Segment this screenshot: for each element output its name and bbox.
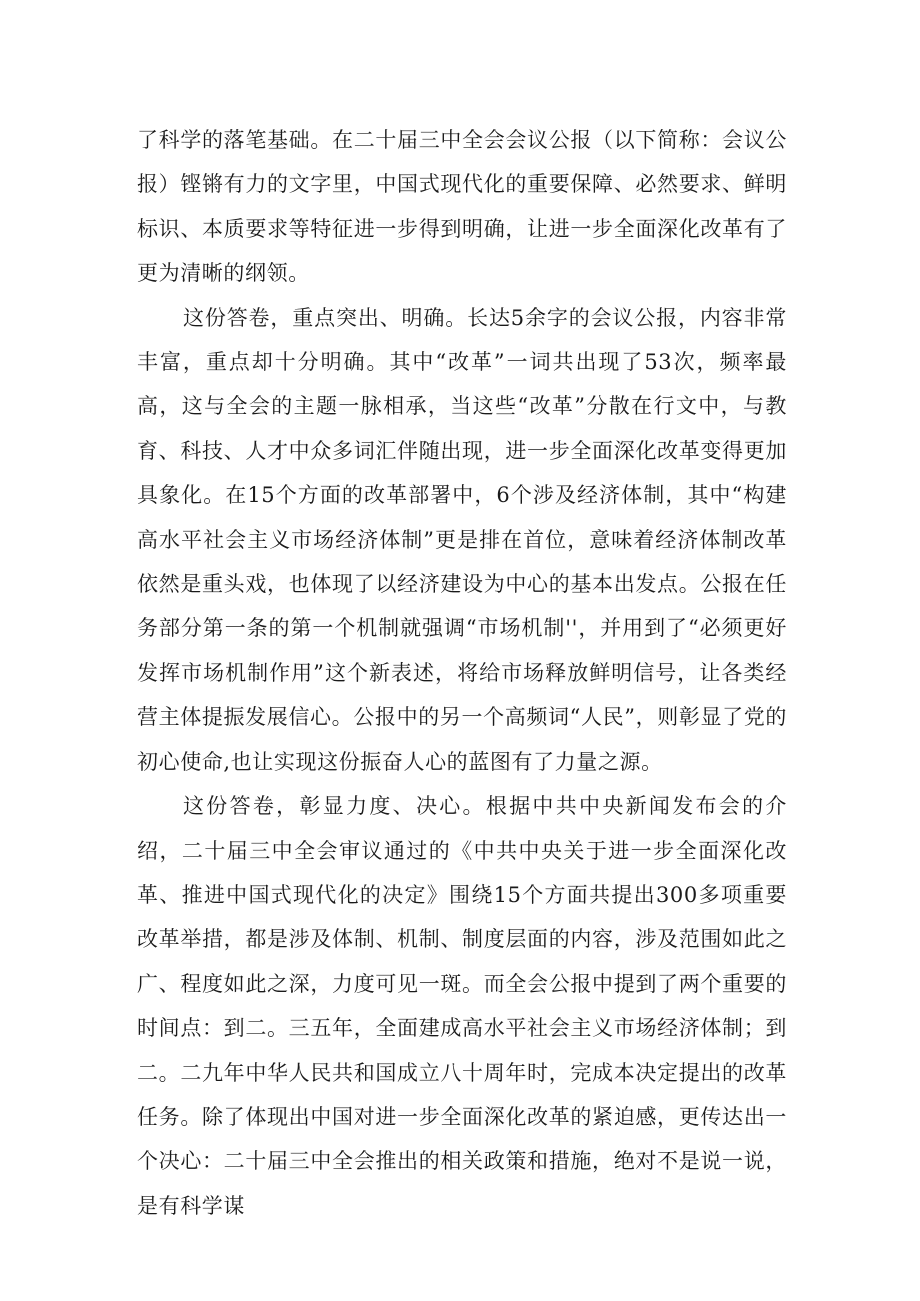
paragraph-1: 了科学的落笔基础。在二十届三中全会会议公报（以下简称：会议公报）铿锵有力的文字里，中国式现代化的重要保障、必然要求、鲜明标识、本质要求等特征进一步得到明确，让进一步全面深化改革有了更为清晰的纲领。 [137, 128, 787, 286]
paragraph-2: 这份答卷，重点突出、明确。长达5余字的会议公报，内容非常丰富，重点却十分明确。其中“改革”一词共出现了53次，频率最高，这与全会的主题一脉相承，当这些“改革”分散在行文中，与教育、科技、人才中众多词汇伴随出现，进一步全面深化改革变得更加具象化。在15个方面的改革部署中，6个涉及经济体制，其中“构建高水平社会主义市场经济体制”更是排在首位，意味着经济体制改革依然是重头戏，也体现了以经济建设为中心的基本出发点。公报在任务部分第一条的第一个机制就强调“市场机制''，并用到了“必须更好发挥市场机制作用”这个新表述，将给市场释放鲜明信号，让各类经营主体提振发展信心。公报中的另一个高频词“人民”，则彰显了党的初心使命,也让实现这份振奋人心的蓝图有了力量之源。 [137, 305, 787, 774]
body-text [137, 118, 787, 1228]
paragraph-3: 这份答卷，彰显力度、决心。根据中共中央新闻发布会的介绍，二十届三中全会审议通过的《中共中央关于进一步全面深化改革、推进中国式现代化的决定》围绕15个方面共提出300多项重要改革举措，都是涉及体制、机制、制度层面的内容，涉及范围如此之广、程度如此之深，力度可见一斑。而全会公报中提到了两个重要的时间点：到二。三五年，全面建成高水平社会主义市场经济体制；到二。二九年中华人民共和国成立八十周年时，完成本决定提出的改革任务。除了体现出中国对进一步全面深化改革的紧迫感，更传达出一个决心：二十届三中全会推出的相关政策和措施，绝对不是说一说，是有科学谋 [137, 794, 787, 1218]
